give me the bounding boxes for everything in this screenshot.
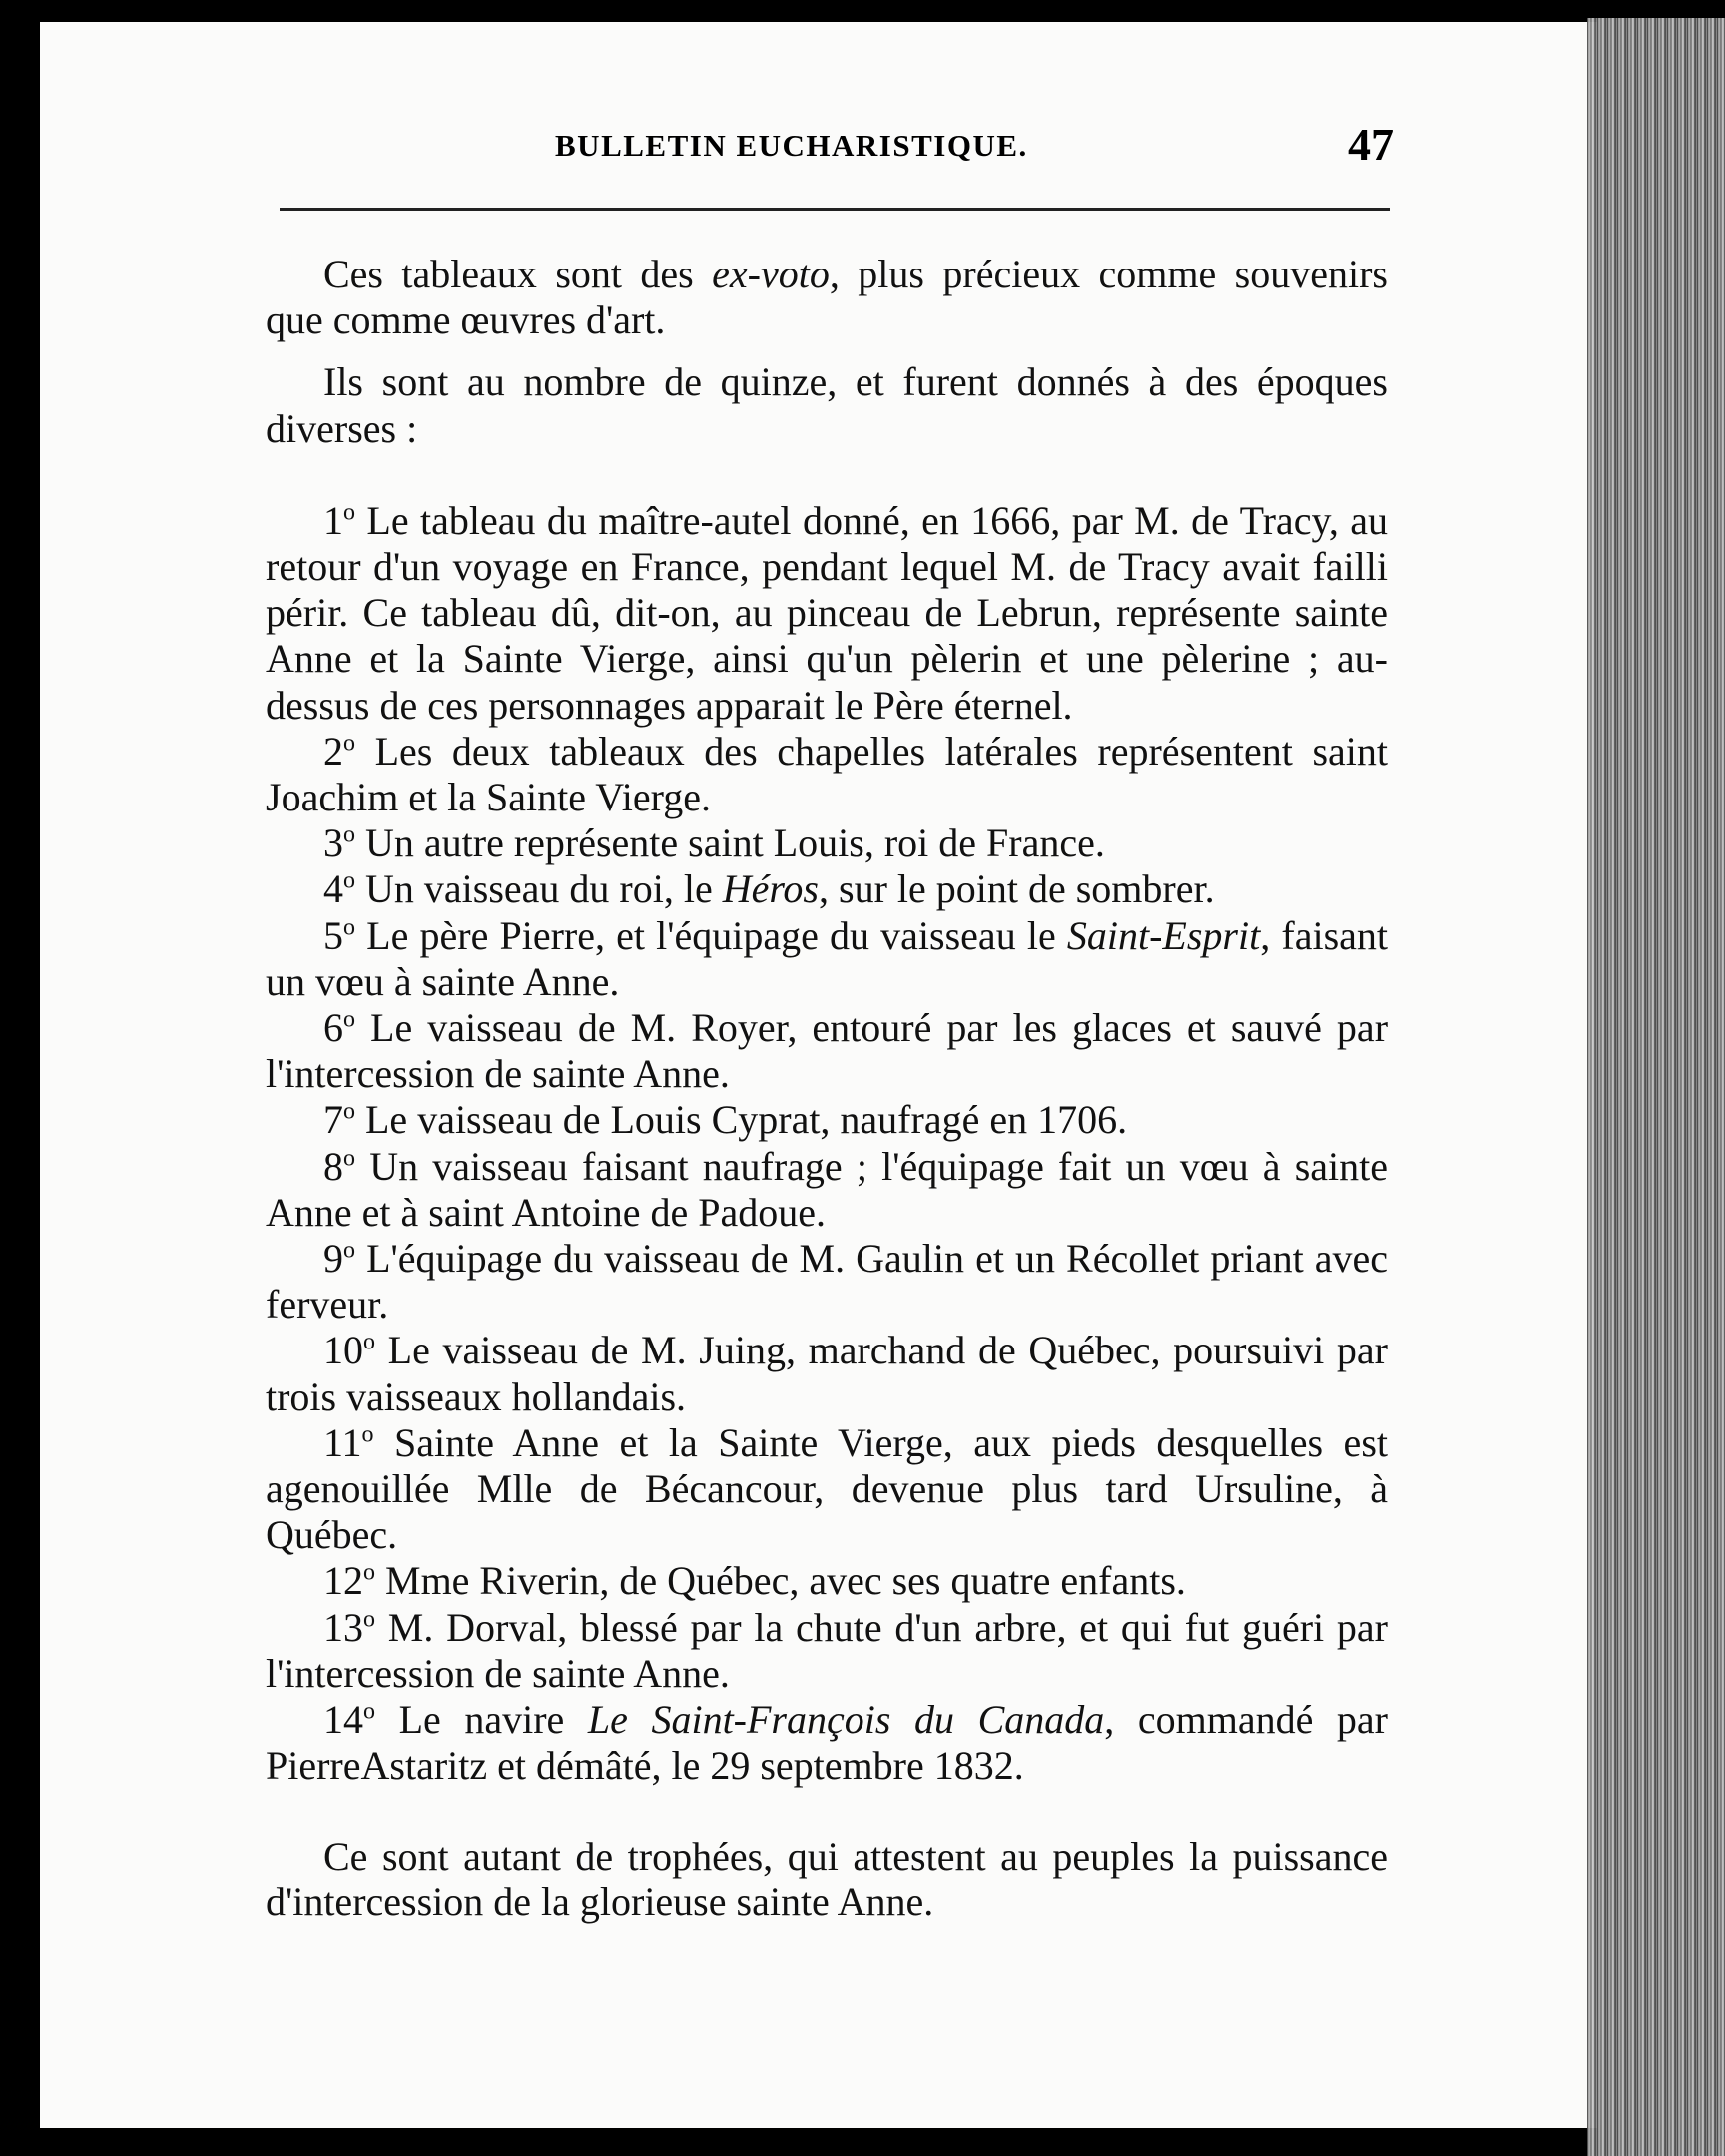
intro-paragraph-1: Ces tableaux sont des ex-voto, plus précieux comme souvenirs que comme œuvres d'art. (266, 252, 1388, 343)
left-margin-shadow (0, 0, 40, 2156)
list-item: 13$^o$ M. Dorval, blessé par la chute d'un arbre, et qui fut guéri par l'intercession de sainte Anne. (266, 1604, 1389, 1696)
list-item: 2$^o$ Les deux tableaux des chapelles latérales représentent saint Joachim et la Sainte Vierge. (266, 728, 1388, 820)
list-item: 9$^o$ L'équipage du vaisseau de M. Gaulin et un Récollet priant avec ferveur. (266, 1236, 1389, 1328)
page-body (266, 252, 1388, 1925)
list-item: 8$^o$ Un vaisseau faisant naufrage ; l'équipage fait un vœu à sainte Anne et à saint Antoine de Padoue. (266, 1143, 1389, 1235)
closing-paragraph: Ce sont autant de trophées, qui attestent au peuples la puissance d'intercession de la glorieuse sainte Anne. (266, 1833, 1388, 1924)
list-item: 10$^o$ Le vaisseau de M. Juing, marchand de Québec, poursuivi par trois vaisseaux hollandais. (266, 1328, 1389, 1419)
header-rule (280, 208, 1390, 211)
page-number: 47 (1348, 119, 1394, 170)
list-item: 11$^o$ Sainte Anne et la Sainte Vierge, aux pieds desquelles est agenouillée Mlle de Bécancour, devenue plus tard Ursuline, à Québec. (266, 1419, 1388, 1558)
page-header (276, 118, 1394, 178)
list-item: 12$^o$ Mme Riverin, de Québec, avec ses quatre enfants. (323, 1558, 1186, 1604)
list-item: 4$^o$ Un vaisseau du roi, le Héros, sur le point de sombrer. (323, 866, 1215, 912)
list-item: 7$^o$ Le vaisseau de Louis Cyprat, naufragé en 1706. (323, 1097, 1128, 1143)
list-item: 5$^o$ Le père Pierre, et l'équipage du vaisseau le Saint-Esprit, faisant un vœu à sainte Anne. (266, 912, 1388, 1004)
list-item: 3$^o$ Un autre représente saint Louis, roi de France. (323, 820, 1105, 866)
intro-paragraph-2: Ils sont au nombre de quinze, et furent donnés à des époques diverses : (266, 359, 1388, 451)
list-item: 6$^o$ Le vaisseau de M. Royer, entouré par les glaces et sauvé par l'intercession de sainte Anne. (266, 1005, 1389, 1097)
ex-voto-list (266, 498, 1388, 1790)
list-item: 1$^o$ Le tableau du maître-autel donné, en 1666, par M. de Tracy, au retour d'un voyage en France, pendant lequel M. de Tracy avait failli périr. Ce tableau dû, dit-on, au pinceau de Lebrun, représente sainte Anne et la Sainte Vierge, ainsi qu'un pèlerin et une pèlerine ; au-dessus de ces personnages apparait le Père éternel. (266, 497, 1389, 728)
page-edges (1587, 18, 1725, 2156)
running-title: BULLETIN EUCHARISTIQUE. (555, 128, 1028, 163)
list-item: 14$^o$ Le navire Le Saint-François du Canada, commandé par PierreAstaritz et démâté, le 29 septembre 1832. (266, 1697, 1388, 1789)
